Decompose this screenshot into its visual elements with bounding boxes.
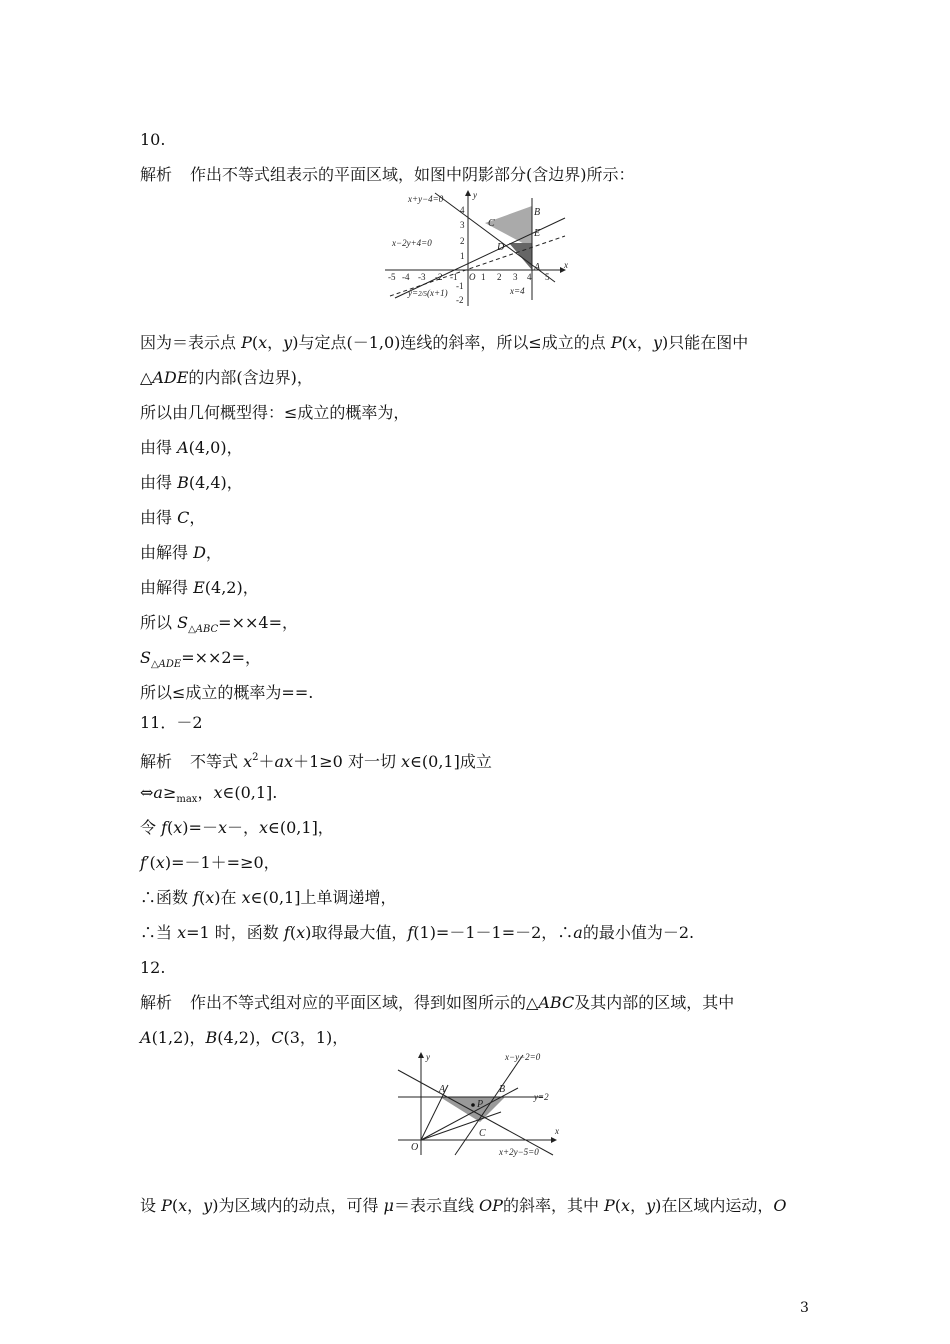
x-tick: 4: [527, 272, 532, 282]
y-axis-arrow: [465, 190, 471, 196]
q11-line-3: 令 f(x)=－x－，x∈(0,1]，: [140, 818, 334, 837]
y-tick: 4: [460, 205, 465, 215]
label-line4: x=4: [510, 286, 525, 296]
ray-OB: [421, 1088, 518, 1140]
y-tick: -1: [456, 281, 464, 291]
q10-line-7: 由解得 D，: [140, 543, 222, 562]
y-tick: 3: [460, 220, 465, 230]
q10-line-9: 所以 $S_{\triangle ABC}=\times\times 4=$，: [140, 613, 298, 635]
x-axis-label: x: [564, 260, 568, 270]
x-axis-arrow: [551, 1137, 557, 1143]
analysis-label: 解析: [140, 752, 173, 771]
label-line1: x−y−2=0: [505, 1052, 541, 1062]
q11-line-1: 解析 不等式 $x^2+ax+1\ge 0$ 对一切 x∈(0,1]成立: [140, 752, 492, 771]
x-tick: 2: [497, 272, 502, 282]
q12-line-3: 设 P(x，y)为区域内的动点，可得 μ＝表示直线 OP的斜率，其中 P(x，y)在区域内运动，O: [140, 1196, 787, 1215]
q12-graph: [393, 1050, 573, 1160]
q10-line-2: △ADE的内部(含边界)，: [140, 368, 313, 387]
y-tick: 2: [460, 236, 465, 246]
q10-figure: [380, 188, 580, 312]
q10-line-8: 由解得 E(4,2)，: [140, 578, 259, 597]
x-tick: 3: [513, 272, 518, 282]
label-line3: y=2/5(x+1): [408, 288, 448, 298]
q10-graph: [380, 188, 580, 308]
x-tick: -4: [402, 272, 410, 282]
y-axis-arrow: [418, 1052, 424, 1058]
analysis-label: 解析: [140, 993, 173, 1012]
y-axis-label: y: [473, 190, 477, 200]
label-line2: x−2y+4=0: [392, 238, 432, 248]
x-tick: -2: [435, 272, 443, 282]
q12-line-1: 解析 作出不等式组对应的平面区域，得到如图所示的△ABC及其内部的区域，其中: [140, 993, 735, 1012]
label-line3: x+2y−5=0: [499, 1147, 539, 1157]
q10-line-6: 由得 C，: [140, 508, 206, 527]
y-tick: -2: [456, 295, 464, 305]
origin-label: O: [411, 1142, 419, 1153]
q11-line-2: $\Leftrightarrow a\ge_{max}$，x∈(0,1].: [140, 783, 278, 805]
point-E: E: [534, 228, 541, 239]
y-axis-label: y: [426, 1052, 430, 1062]
point-C: C: [488, 218, 495, 229]
page-number: 3: [800, 1300, 809, 1316]
analysis-label: 解析: [140, 165, 173, 184]
q10-line-1: 因为＝表示点 P(x，y)与定点(－1,0)连线的斜率，所以≤成立的点 P(x，y)只能在图中: [140, 333, 749, 352]
q10-line-10: $S_{\triangle ADE}=\times\times 2=$，: [140, 648, 262, 670]
q10-line-3: 所以由几何概型得：≤成立的概率为，: [140, 403, 410, 422]
point-B: B: [534, 207, 541, 218]
q11-number: 11．－2: [140, 713, 203, 732]
analysis-text: 作出不等式组表示的平面区域，如图中阴影部分(含边界)所示：: [190, 165, 635, 184]
q10-number: 10.: [140, 130, 166, 149]
q10-analysis: [140, 165, 635, 185]
point-P: P: [477, 1099, 484, 1110]
label-line2: y=2: [534, 1092, 549, 1102]
point-C: C: [479, 1128, 486, 1139]
point-A: A: [534, 262, 541, 273]
q10-line-11: 所以≤成立的概率为==.: [140, 683, 314, 702]
point-P-dot: [471, 1103, 475, 1107]
q12-figure: [393, 1050, 573, 1164]
q10-line-4: 由得 A(4,0)，: [140, 438, 243, 457]
x-tick: 1: [481, 272, 486, 282]
point-A: A: [439, 1084, 446, 1095]
point-D: D: [497, 242, 505, 253]
q12-number: 12.: [140, 958, 166, 977]
x-tick: -5: [388, 272, 396, 282]
x-tick: -1: [450, 272, 458, 282]
q11-line-4: f′(x)=－1＋=≥0，: [140, 853, 280, 872]
x-tick: -3: [418, 272, 426, 282]
q11-line-5: ∴函数 f(x)在 x∈(0,1]上单调递增，: [140, 888, 397, 907]
q12-line-2: A(1,2)，B(4,2)，C(3，1)，: [140, 1028, 349, 1047]
origin-label: O: [469, 272, 476, 282]
label-line1: x+y−4=0: [408, 194, 444, 204]
y-tick: 1: [460, 251, 465, 261]
q11-line-6: ∴当 x=1 时，函数 f(x)取得最大值，f(1)=－1－1=－2，∴a的最小值为－2.: [140, 923, 695, 942]
q10-line-5: 由得 B(4,4)，: [140, 473, 243, 492]
x-axis-label: x: [555, 1126, 559, 1136]
point-B: B: [499, 1084, 506, 1095]
x-tick: 5: [545, 272, 550, 282]
